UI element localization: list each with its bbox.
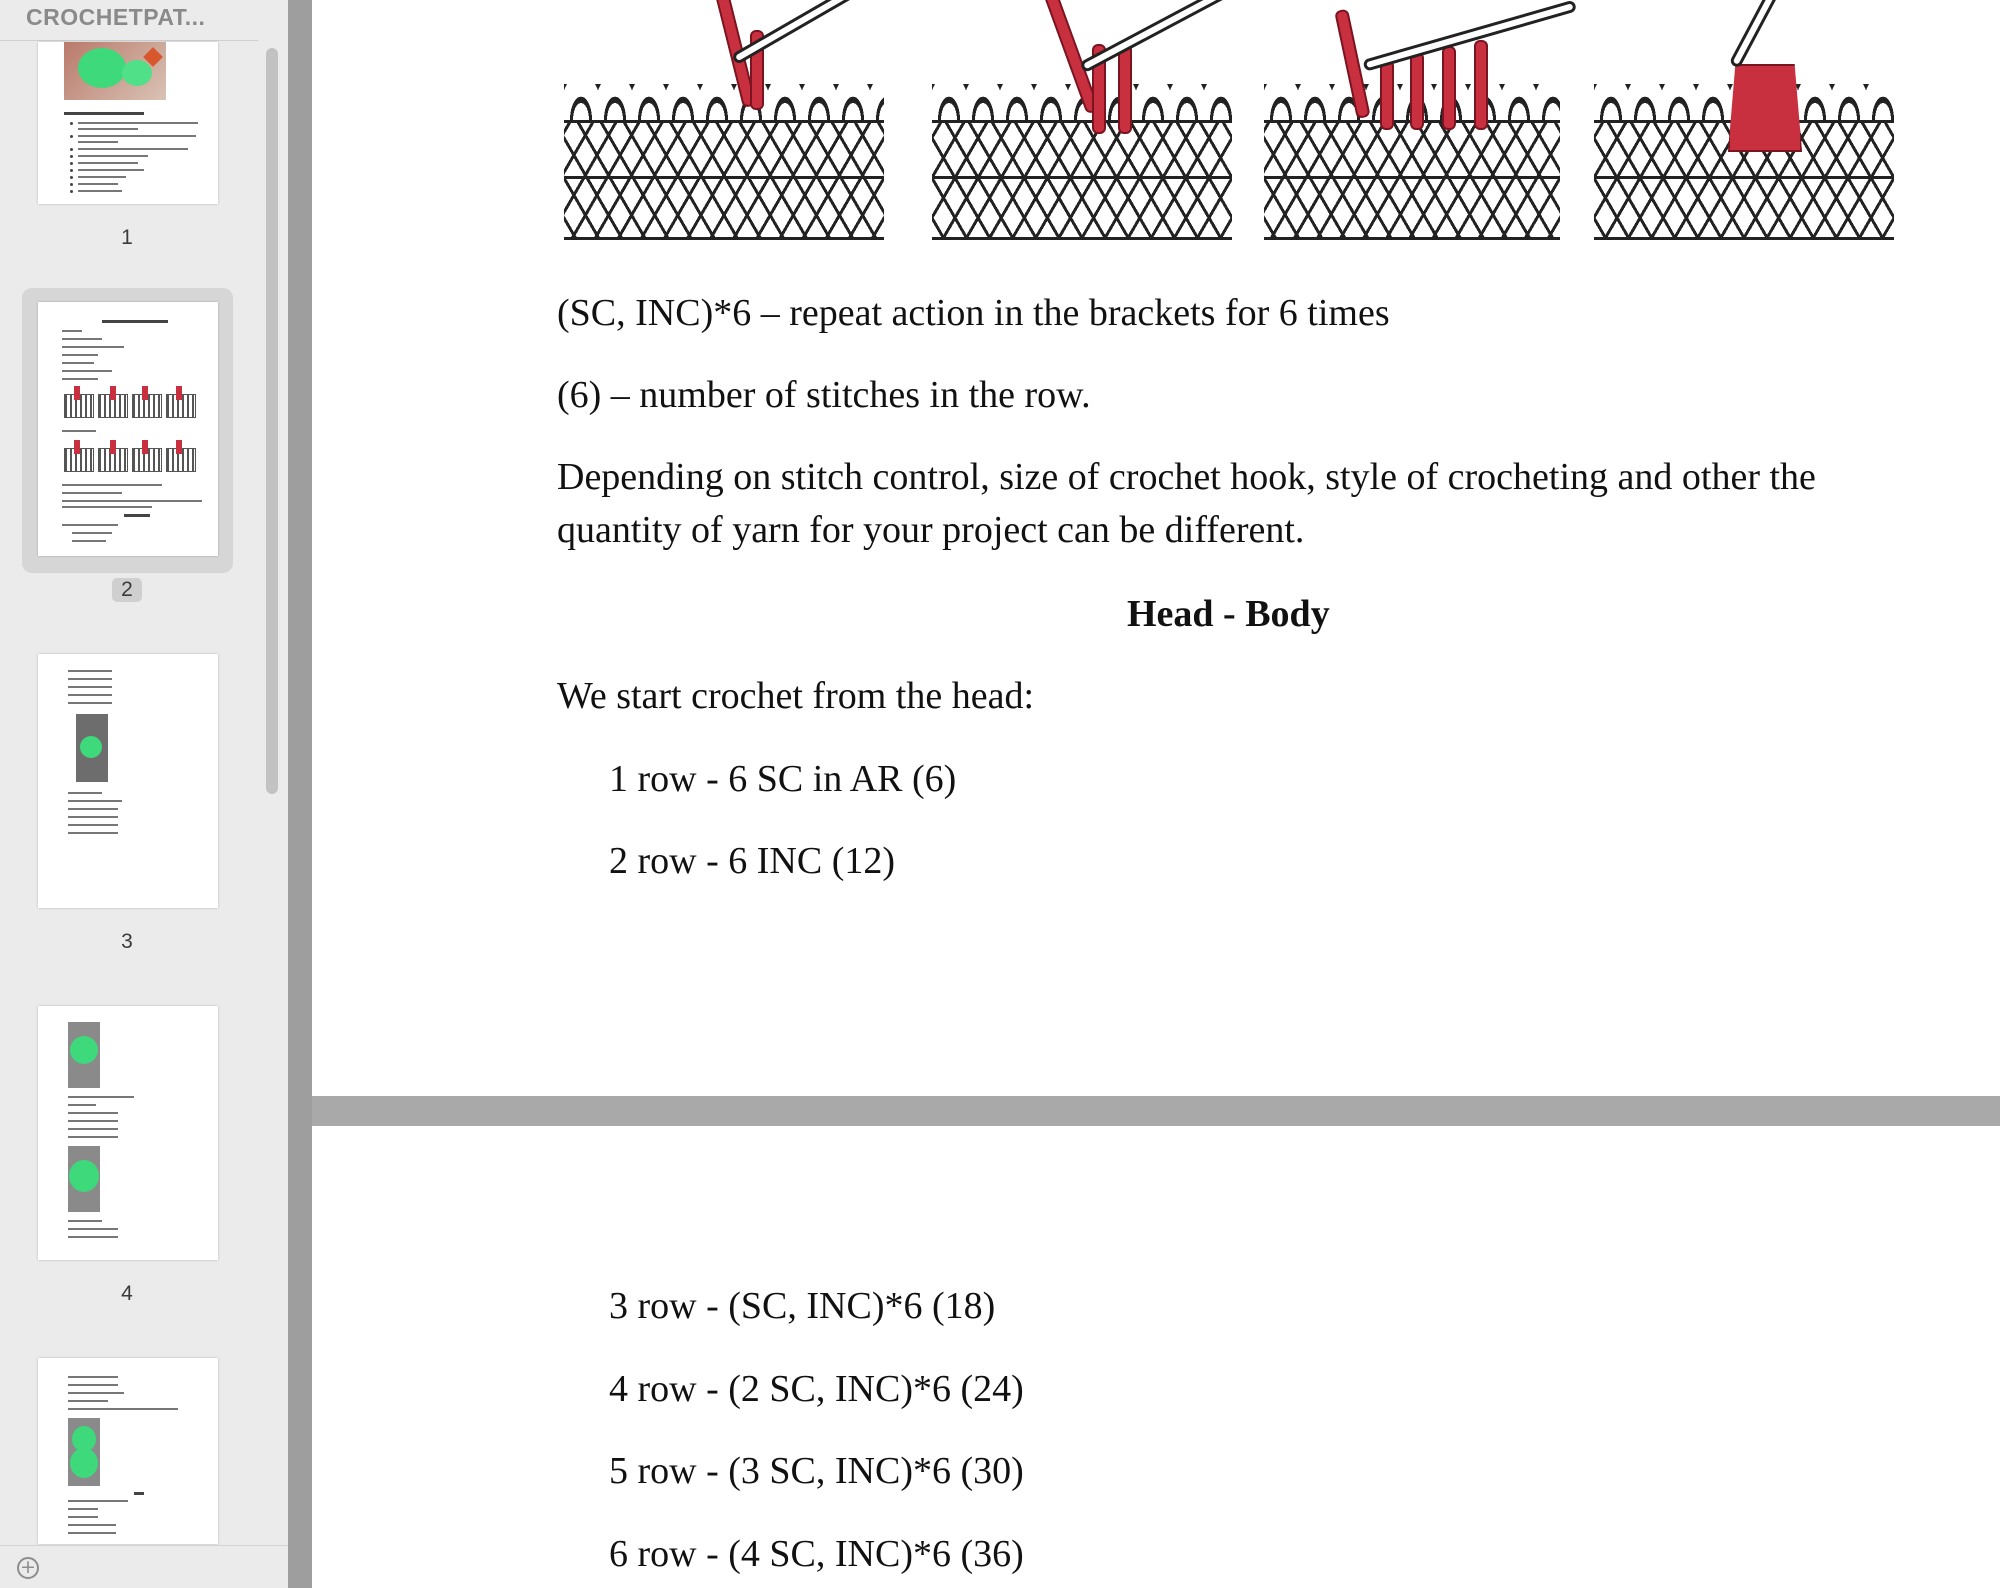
pattern-row-5: 5 row - (3 SC, INC)*6 (30) [609,1450,1024,1492]
sidebar-scrollbar-thumb[interactable] [266,48,278,794]
legend-repeat-text: (SC, INC)*6 – repeat action in the brackets for 6 times [557,292,1390,334]
stitch-illustration-4 [1594,0,1894,240]
stitch-illustration-3 [1264,0,1560,240]
page-thumbnail-2[interactable] [38,302,218,556]
intro-text: We start crochet from the head: [557,675,1035,717]
thumbnail-photo [68,1146,100,1212]
page-thumbnail-4[interactable] [38,1006,218,1260]
legend-count-text: (6) – number of stitches in the row. [557,374,1091,416]
pattern-row-2: 2 row - 6 INC (12) [609,840,896,882]
page-thumbnail-1[interactable] [38,42,218,204]
page-separator [312,1096,2000,1126]
section-heading: Head - Body [1127,593,1330,635]
finished-stitch [1728,64,1802,152]
pattern-row-6: 6 row - (4 SC, INC)*6 (36) [609,1533,1024,1575]
sidebar-scrollbar[interactable] [264,44,278,1544]
pattern-row-3: 3 row - (SC, INC)*6 (18) [609,1285,996,1327]
page-thumbnail-3[interactable] [38,654,218,908]
page-number-2: 2 [112,578,142,602]
document-title: CROCHETPAT... [26,4,206,30]
document-page-3 [312,1126,2000,1588]
thumbnail-photo [68,1022,100,1088]
pattern-row-1: 1 row - 6 SC in AR (6) [609,758,957,800]
thumbnail-photo [64,42,166,100]
thumbnail-sidebar [0,0,288,1588]
sidebar-divider [0,40,258,41]
pattern-row-4: 4 row - (2 SC, INC)*6 (24) [609,1368,1024,1410]
stitch-illustration-strip [564,0,1904,240]
stitch-illustration-2 [932,0,1232,240]
yarn-note-line-2: quantity of yarn for your project can be different. [557,509,1305,551]
thumbnail-photo [68,1418,100,1486]
page-number-4: 4 [121,1282,133,1305]
sidebar-footer [0,1545,288,1588]
document-page-2 [312,0,2000,1096]
sidebar-edge [288,0,312,1588]
yarn-note-line-1: Depending on stitch control, size of crochet hook, style of crocheting and other the [557,456,1816,498]
page-number-3: 3 [121,930,133,953]
page-number-1: 1 [121,226,133,249]
plus-circle-icon[interactable]: + [17,1557,39,1579]
page-thumbnail-5[interactable] [38,1358,218,1544]
stitch-illustration-1 [564,0,884,240]
thumbnail-photo [76,714,108,782]
